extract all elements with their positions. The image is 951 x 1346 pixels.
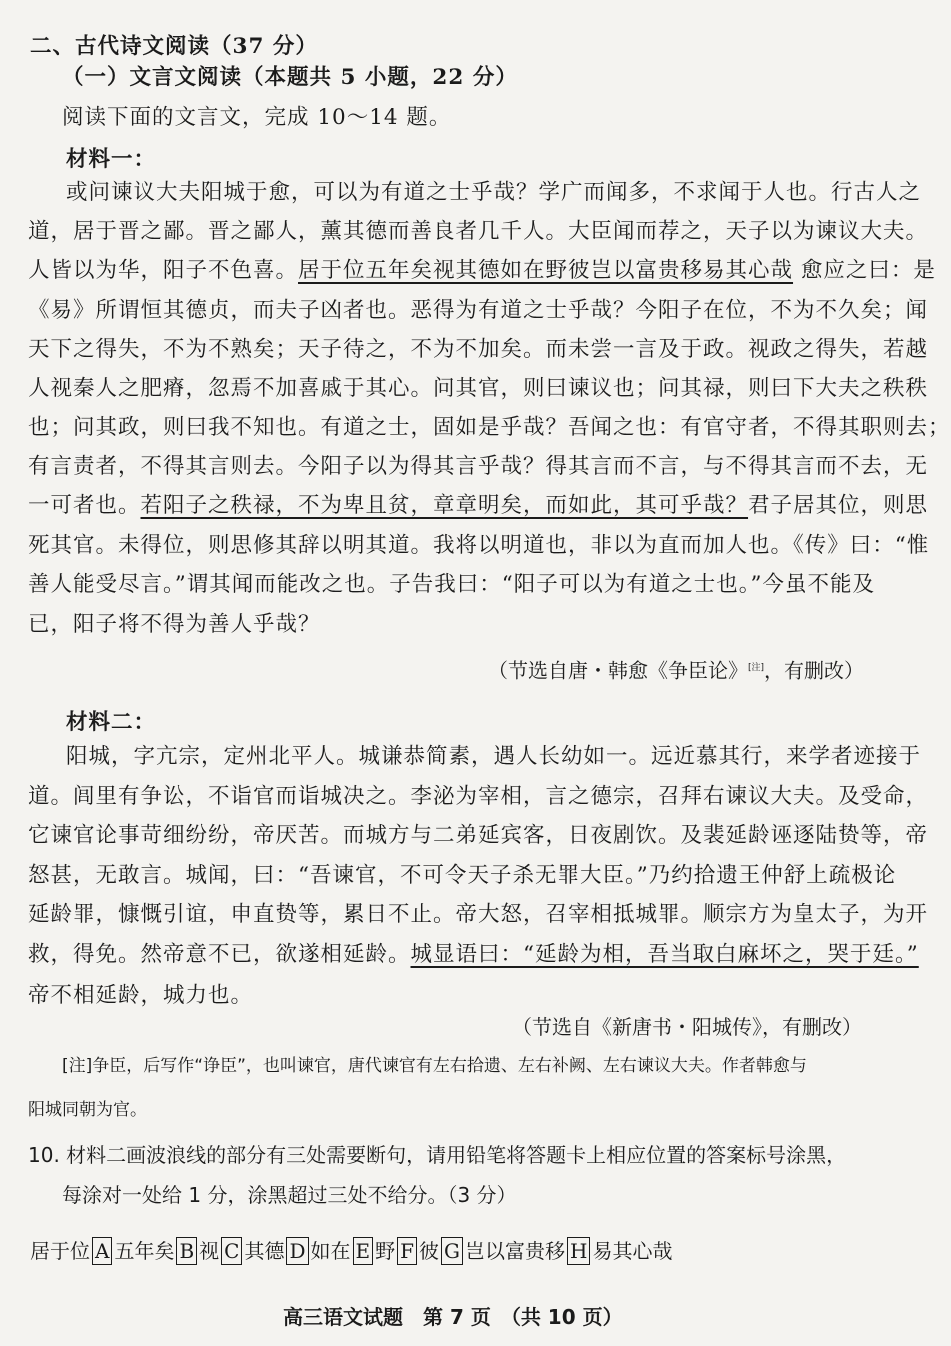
material1-text: 愈应之曰：是 xyxy=(800,258,936,283)
material1-text: 君子居其位，则思 xyxy=(748,493,929,518)
note-text: 阳城同朝为官。 xyxy=(28,1100,147,1120)
material1-line: 人视秦人之肥瘠，忽焉不加喜戚于其心。问其官，则曰谏议也；问其禄，则曰下大夫之秩秩 xyxy=(28,376,929,401)
question-10-text: 每涂对一处给 1 分，涂黑超过三处不给分。（3 分） xyxy=(62,1183,517,1207)
answer-option-b[interactable]: B xyxy=(176,1237,197,1265)
material2-source: （节选自《新唐书・阳城传》，有删改） xyxy=(512,1015,862,1039)
material1-text: 一可者也。 xyxy=(28,493,141,518)
material1-line xyxy=(28,491,928,521)
page-footer: 高三语文试题 第 7 页 （共 10 页） xyxy=(283,1305,623,1329)
answer-option-d[interactable]: D xyxy=(286,1237,308,1265)
material2-line: 它谏官论事苛细纷纷，帝厌苦。而城方与二弟延宾客，日夜剧饮。及裴延龄诬逐陆贽等，帝 xyxy=(28,823,929,848)
material2-text: 救，得免。然帝意不已，欲遂相延龄。 xyxy=(28,942,411,967)
instruction-text: 阅读下面的文言文，完成 10～14 题。 xyxy=(62,105,452,130)
material2-line: 延龄罪，慷慨引谊，申直贽等，累日不止。帝大怒，召宰相抵城罪。顺宗方为皇太子，为开 xyxy=(28,902,929,927)
material1-label: 材料一： xyxy=(66,147,157,172)
answer-option-f[interactable]: F xyxy=(397,1237,417,1265)
material1-line: 天下之得失，不为不熟矣；天子待之，不为不加矣。而未尝一言及于政。视政之得失，若越 xyxy=(28,337,929,362)
material1-line xyxy=(28,256,936,286)
material1-text: 人皆以为华，阳子不色喜。 xyxy=(28,258,299,283)
material1-line: 道，居于晋之鄙。晋之鄙人，薰其德而善良者几千人。大臣闻而荐之，天子以为谏议大夫。 xyxy=(28,219,929,244)
answer-option-a[interactable]: A xyxy=(92,1237,112,1265)
material2-line: 帝不相延龄，城力也。 xyxy=(28,983,254,1008)
section-heading: 二、古代诗文阅读（37 分） xyxy=(30,34,318,59)
material2-line xyxy=(28,940,919,970)
material2-line: 阳城，字亢宗，定州北平人。城谦恭简素，遇人长幼如一。远近慕其行，来学者迹接于 xyxy=(66,744,922,769)
answer-option-c[interactable]: C xyxy=(221,1237,242,1265)
note-marker: [注] xyxy=(748,663,765,673)
underlined-passage: 城显语曰：“延龄为相，吾当取白麻坏之，哭于廷。” xyxy=(410,942,919,967)
material2-line: 怒甚，无敢言。城闻，曰：“吾谏官，不可令天子杀无罪大臣。”乃约拾遗王仲舒上疏极论 xyxy=(28,863,897,888)
material1-line: 死其官。未得位，则思修其辞以明其道。我将以明道也，非以为直而加人也。《传》曰：“惟 xyxy=(28,533,930,558)
material2-label: 材料二： xyxy=(66,710,157,735)
material1-line: 有言责者，不得其言则去。今阳子以为得其言乎哉？得其言而不言，与不得其言而不去，无 xyxy=(28,454,929,479)
material1-line: 善人能受尽言。”谓其闻而能改之也。子告我曰：“阳子可以为有道之士也。”今虽不能及 xyxy=(28,572,875,597)
note-text: [注]争臣，后写作“诤臣”，也叫谏官，唐代谏官有左右拾遗、左右补阙、左右谏议大夫。作者韩愈与 xyxy=(62,1056,807,1076)
material1-line: 《易》所谓恒其德贞，而夫子凶者也。恶得为有道之士乎哉？今阳子在位，不为不久矣；闻 xyxy=(28,298,929,323)
material1-line: 已，阳子将不得为善人乎哉？ xyxy=(28,612,321,637)
underlined-passage: 若阳子之秩禄，不为卑且贫，章章明矣，而如此，其可乎哉？ xyxy=(140,493,749,518)
underlined-passage: 居于位五年矣视其德如在野彼岂以富贵移易其心哉 xyxy=(298,258,794,283)
material1-source: （节选自唐・韩愈《争臣论》[注]，有删改） xyxy=(488,658,865,683)
material1-line: 或问谏议大夫阳城于愈，可以为有道之士乎哉？学广而闻多，不求闻于人也。行古人之 xyxy=(66,180,922,205)
question-10-text: 10. 材料二画波浪线的部分有三处需要断句，请用铅笔将答题卡上相应位置的答案标号涂黑， xyxy=(28,1143,847,1167)
answer-option-g[interactable]: G xyxy=(441,1237,463,1265)
sub-heading: （一）文言文阅读（本题共 5 小题，22 分） xyxy=(62,65,518,90)
answer-option-e[interactable]: E xyxy=(353,1237,374,1265)
material1-line: 也；问其政，则曰我不知也。有道之士，固如是乎哉？吾闻之也：有官守者，不得其职则去； xyxy=(28,415,951,440)
material2-line: 道。闾里有争讼，不诣官而诣城决之。李泌为宰相，言之德宗，召拜右谏议大夫。及受命， xyxy=(28,784,929,809)
answer-option-h[interactable]: H xyxy=(567,1237,590,1265)
sentence-break-options: 居于位 A 五年矣 B 视 C 其德 D 如在 E 野 F 彼 G 岂以富贵移 H 易其心哉 xyxy=(30,1239,673,1263)
